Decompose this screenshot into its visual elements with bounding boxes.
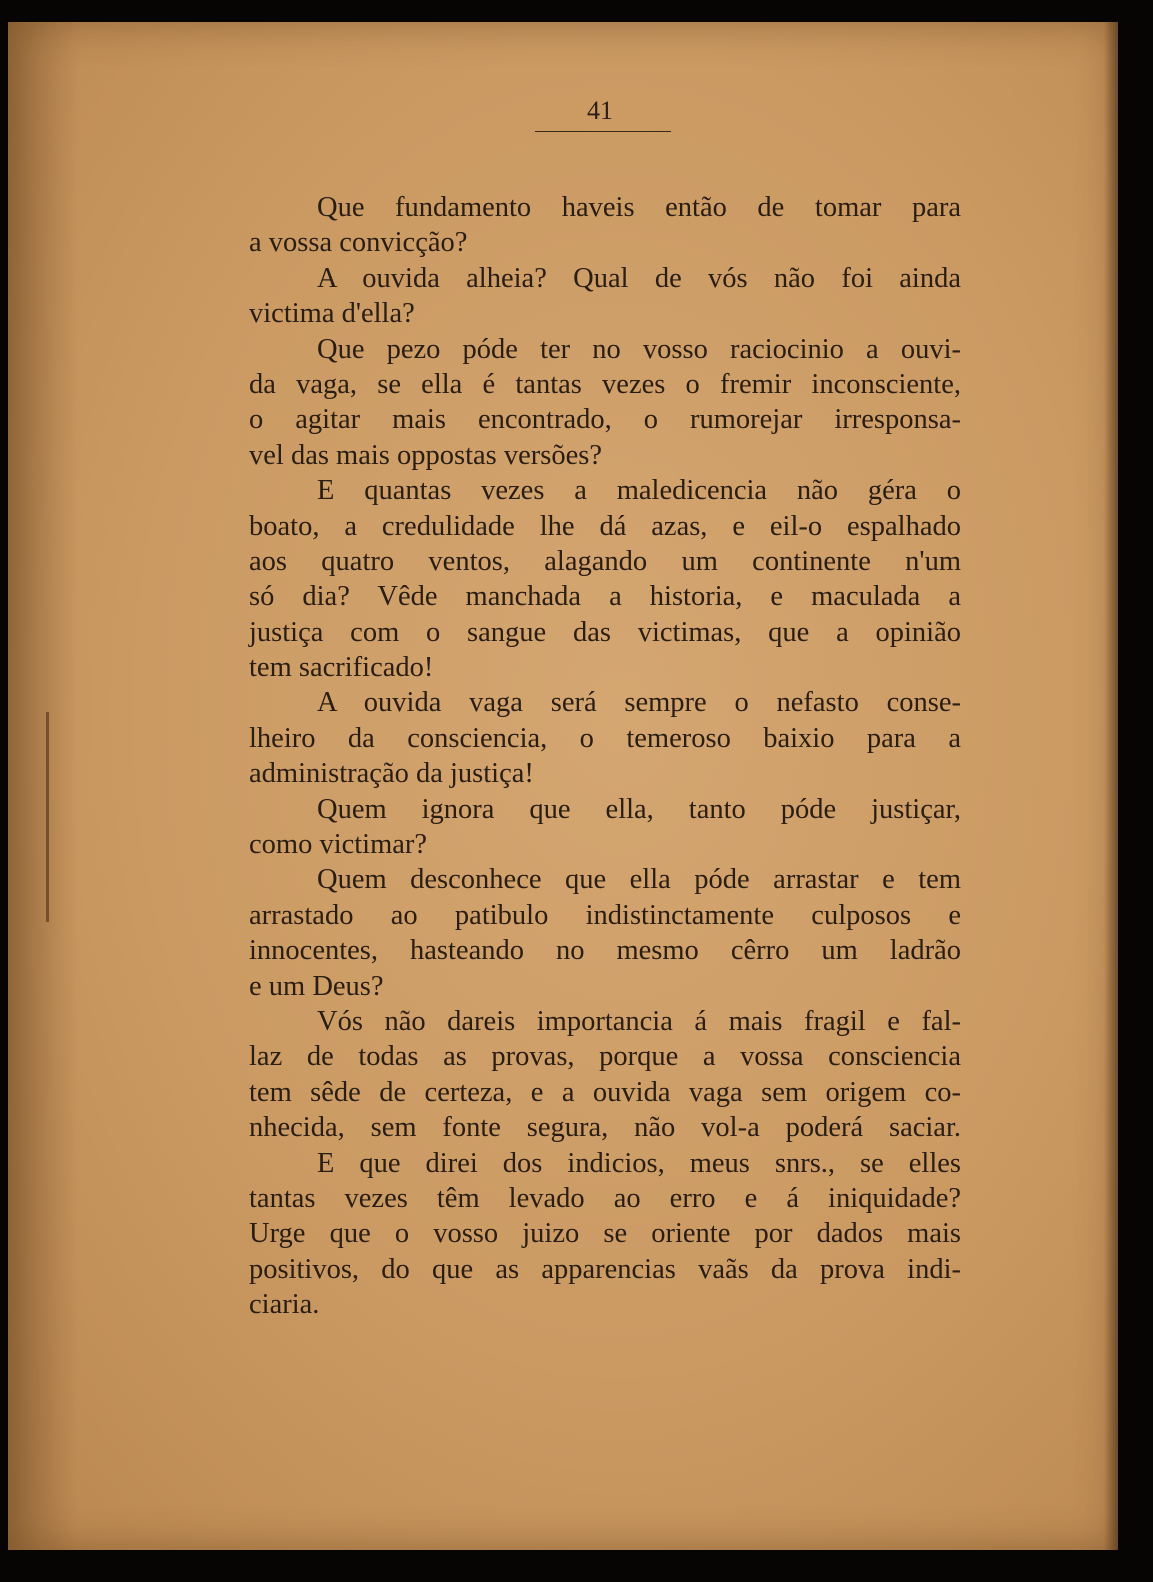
text-line: Urge que o vosso juizo se oriente por dados mais (249, 1218, 961, 1250)
text-line: ciaria. (249, 1289, 320, 1321)
page-edge-shadow (1104, 22, 1118, 1550)
text-line: nhecida, sem fonte segura, não vol-a poderá saciar. (249, 1112, 961, 1144)
text-line: Que pezo póde ter no vosso raciocinio a ouvi- (317, 333, 961, 365)
page-gutter-shadow (8, 22, 78, 1550)
text-line: Vós não dareis importancia á mais fragil e fal- (317, 1005, 961, 1037)
text-line: lheiro da consciencia, o temeroso baixio para a (249, 722, 961, 754)
text-line: E quantas vezes a maledicencia não géra o (317, 475, 961, 507)
text-line: Que fundamento haveis então de tomar para (317, 192, 961, 223)
header-rule (535, 131, 671, 132)
text-line: da vaga, se ella é tantas vezes o fremir inconsciente, (249, 368, 961, 400)
text-line: tantas vezes têm levado ao erro e á iniquidade? (249, 1182, 961, 1214)
text-line: A ouvida alheia? Qual de vós não foi ainda (317, 262, 961, 294)
text-line: aos quatro ventos, alagando um continente n'um (249, 545, 961, 577)
text-line: victima d'ella? (249, 298, 415, 330)
text-line: innocentes, hasteando no mesmo cêrro um ladrão (249, 935, 961, 967)
text-line: vel das mais oppostas versões? (249, 439, 603, 471)
text-line: E que direi dos indicios, meus snrs., se elles (317, 1147, 961, 1179)
body-text (249, 190, 961, 1323)
text-line: A ouvida vaga será sempre o nefasto conse- (317, 687, 961, 719)
text-line: administração da justiça! (249, 758, 534, 790)
text-line: justiça com o sangue das victimas, que a opinião (249, 616, 961, 648)
text-line: arrastado ao patibulo indistinctamente culposos e (249, 899, 961, 931)
text-line: o agitar mais encontrado, o rumorejar irresponsa- (249, 404, 961, 436)
text-line: Quem desconhece que ella póde arrastar e tem (317, 864, 961, 896)
text-line: boato, a credulidade lhe dá azas, e eil-o espalhado (249, 510, 961, 542)
text-line: laz de todas as provas, porque a vossa consciencia (249, 1041, 961, 1073)
binding-thread (46, 712, 49, 922)
text-line: tem sêde de certeza, e a ouvida vaga sem origem co- (249, 1076, 961, 1108)
text-line: positivos, do que as apparencias vaãs da prova indi- (249, 1253, 961, 1285)
page-number: 41 (587, 96, 613, 125)
text-line: como victimar? (249, 829, 428, 861)
text-line: Quem ignora que ella, tanto póde justiçar, (317, 793, 961, 825)
text-line: a vossa convicção? (249, 227, 468, 259)
text-line: tem sacrificado! (249, 652, 434, 684)
text-line: só dia? Vêde manchada a historia, e maculada a (249, 581, 961, 613)
text-line: e um Deus? (249, 970, 384, 1002)
